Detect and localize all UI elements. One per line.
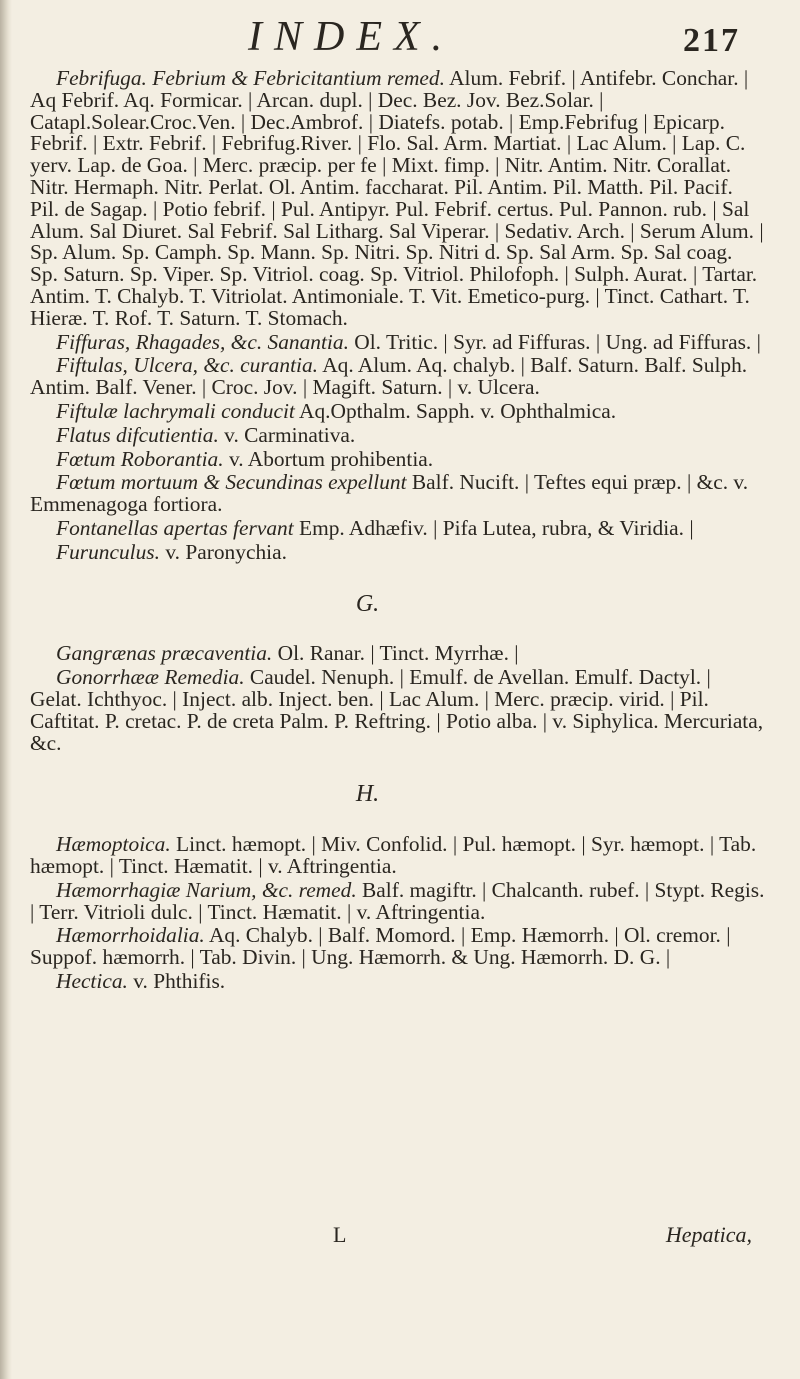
index-entry [30,643,765,665]
entry-text: Aq. Alum. Aq. chalyb. | Balf. Saturn. Balf. Sulph. Antim. Balf. Vener. | Croc. Jov. | Magift. Saturn. | v. Ulcera. [30,353,748,400]
entry-text: Caudel. Nenuph. | Emulf. de Avellan. Emulf. Dactyl. | Gelat. Ichthyoc. | Inject. alb. Inject. ben. | Lac Alum. | Merc. præcip. virid. | Pil. Caftitat. P. cretac. P. de creta Palm. P. Reftring. | Potio alba. | v. Siphylica. Mercuriata, &c. [30,665,764,755]
entry-headword: Fœtum mortuum & Secundinas expellunt [56,470,407,495]
page-gutter-shadow [0,0,12,1379]
entry-headword: Gangrænas præcaventia. [56,641,273,666]
section-letter: G. [355,590,380,617]
index-entry [30,877,765,924]
page-header [0,12,800,62]
entry-text: Balf. Nucift. | Teftes equi præp. | &c. v. Emmenagoga fortiora. [30,470,749,517]
entry-headword: Febrifuga. Febrium & Febricitantium remed. [56,66,445,90]
entry-text: Ol. Tritic. | Syr. ad Fiffuras. | Ung. ad Fiffuras. | [354,329,761,354]
entry-text: Aq.Opthalm. Sapph. v. Ophthalmica. [299,398,617,423]
running-title: INDEX. [248,14,455,60]
index-entry [30,539,765,564]
index-entry [30,968,765,993]
index-entry [30,398,765,423]
entry-text: v. Abortum prohibentia. [228,446,434,471]
entry-headword: Hæmorrhoidalia. [56,923,205,948]
index-entry [30,446,765,471]
page-number: 217 [683,22,740,59]
entry-text: Balf. magiftr. | Chalcanth. rubef. | Stypt. Regis. | Terr. Vitrioli dulc. | Tinct. Hæmatit. | v. Aftringentia. [30,877,765,924]
index-entry [30,68,765,330]
entry-text: Linct. hæmopt. | Miv. Confolid. | Pul. hæmopt. | Syr. hæmopt. | Tab. hæmopt. | Tinct. Hæmatit. | v. Aftringentia. [30,832,757,878]
section-letter: H. [355,781,380,808]
index-entry [30,515,765,540]
entry-text: v. Paronychia. [165,539,287,564]
entry-text: Aq. Chalyb. | Balf. Momord. | Emp. Hæmorrh. | Ol. cremor. | Suppof. hæmorrh. | Tab. Divin. | Ung. Hæmorrh. & Ung. Hæmorrh. D. G. | [30,923,731,970]
index-entry [30,834,765,878]
index-entry [30,422,765,447]
index-entry [30,329,765,354]
entry-headword: Fœtum Roborantia. [56,446,224,471]
index-entry [30,355,765,399]
entry-text: v. Phthifis. [133,968,226,993]
entry-text: Alum. Febrif. | Antifebr. Conchar. | Aq Febrif. Aq. Formicar. | Arcan. dupl. | Dec. Bez. Jov. Bez.Solar. | Catapl.Solear.Croc.Ven. | Dec.Ambrof. | Diatefs. potab. | Emp.Febrifug | Epicarp. Febrif. | Extr. Febrif. | Febrifug.River. | Flo. Sal. Arm. Martiat. | Lac Alum. | Lap. C. yerv. Lap. de Goa. | Merc. præcip. per fe | Mixt. fimp. | Nitr. Antim. Nitr. Corallat. Nitr. Hermaph. Nitr. Perlat. Ol. Antim. faccharat. Pil. Antim. Pil. Matth. Pil. Pacif. Pil. de Sagap. | Potio febrif. | Pul. Antipyr. Pul. Febrif. certus. Pul. Pannon. rub. | Sal Alum. Sal Diuret. Sal Febrif. Sal Litharg. Sal Viperar. | Sedativ. Arch. | Serum Alum. | Sp. Alum. Sp. Camph. Sp. Mann. Sp. Nitri. Sp. Nitri d. Sp. Sal Arm. Sp. Sal coag. Sp. Saturn. Sp. Viper. Sp. Vitriol. coag. Sp. Vitriol. Philofoph. | Sulph. Aurat. | Tartar. Antim. T. Chalyb. T. Vitriolat. Antimoniale. T. Vit. Emetico-purg. | Tinct. Cathart. T. Hieræ. T. Rof. T. Saturn. T. Stomach. [30,66,764,330]
entry-headword: Fiffuras, Rhagades, &c. Sanantia. [56,329,349,354]
page-footer [0,1222,800,1252]
entry-headword: Furunculus. [56,539,160,564]
entry-text: v. Carminativa. [224,422,356,447]
entry-headword: Flatus difcutientia. [56,422,219,447]
signature-mark: L [333,1222,347,1247]
entry-headword: Hectica. [56,968,128,993]
index-entry [30,472,765,516]
entry-headword: Hæmoptoica. [56,832,171,857]
entry-text: Ol. Ranar. | Tinct. Myrrhæ. | [277,641,519,666]
index-body [30,68,765,995]
entry-headword: Hæmorrhagiæ Narium, &c. remed. [56,877,357,902]
catchword: Hepatica, [665,1222,752,1247]
entry-headword: Gonorrhææ Remedia. [56,665,245,690]
entry-text: Emp. Adhæfiv. | Pifa Lutea, rubra, & Viridia. | [299,515,694,540]
entry-headword: Fiftulas, Ulcera, &c. curantia. [56,353,319,378]
entry-headword: Fiftulæ lachrymali conducit [56,398,295,423]
entry-headword: Fontanellas apertas fervant [56,515,294,540]
index-entry [30,667,765,754]
index-entry [30,925,765,969]
